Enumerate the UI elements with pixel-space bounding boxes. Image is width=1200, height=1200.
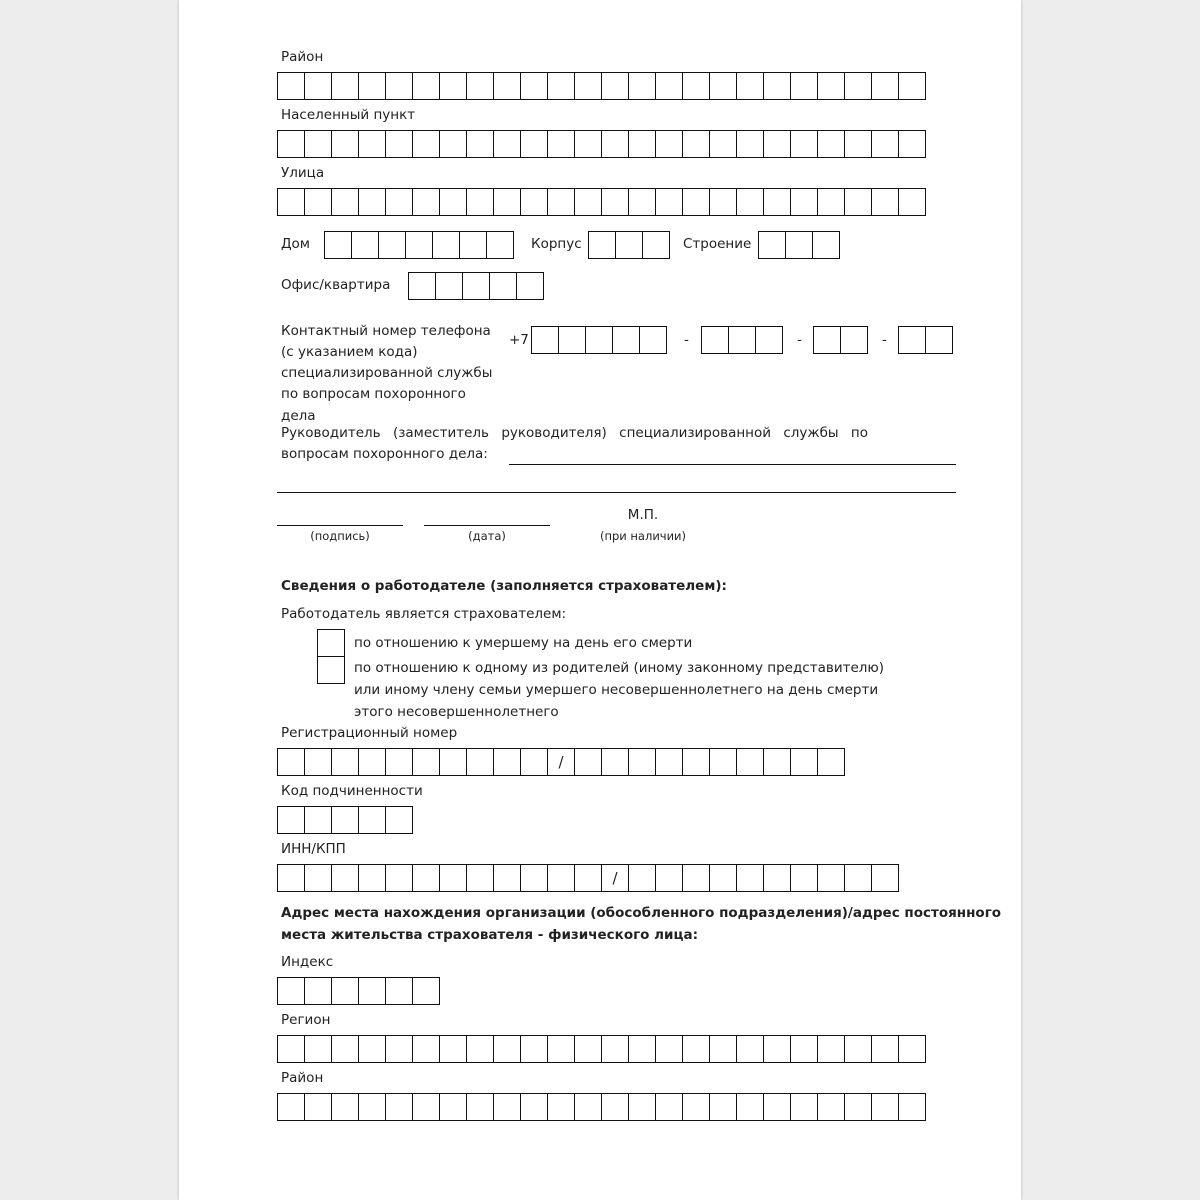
char-cell[interactable] — [655, 130, 683, 158]
phone-prefix: +7 — [509, 332, 529, 348]
char-cell[interactable] — [763, 72, 791, 100]
house-boxes[interactable] — [324, 231, 514, 259]
char-cell[interactable] — [516, 272, 544, 300]
char-cell[interactable] — [817, 188, 845, 216]
char-cell[interactable] — [493, 188, 521, 216]
char-cell[interactable] — [736, 188, 764, 216]
char-cell[interactable] — [601, 1093, 629, 1121]
char-cell[interactable] — [628, 130, 656, 158]
char-cell[interactable] — [601, 72, 629, 100]
head-label-line-2: вопросам похоронного дела: — [281, 446, 488, 462]
option1-label: по отношению к умершему на день его смерти — [354, 635, 693, 651]
char-cell[interactable] — [435, 272, 463, 300]
char-cell[interactable] — [277, 806, 305, 834]
subordination-label: Код подчиненности — [281, 783, 423, 799]
option2-label-line-3: этого несовершеннолетнего — [354, 704, 559, 720]
char-cell[interactable] — [601, 748, 629, 776]
char-cell[interactable] — [358, 748, 386, 776]
char-cell[interactable] — [898, 72, 926, 100]
char-cell[interactable] — [439, 864, 467, 892]
char-cell[interactable] — [812, 231, 840, 259]
char-cell[interactable] — [898, 1035, 926, 1063]
char-cell[interactable] — [462, 272, 490, 300]
char-cell[interactable] — [736, 1093, 764, 1121]
char-cell[interactable] — [840, 326, 868, 354]
char-cell[interactable] — [493, 864, 521, 892]
char-cell[interactable] — [655, 748, 683, 776]
char-cell[interactable] — [520, 188, 548, 216]
char-cell[interactable] — [763, 748, 791, 776]
char-cell[interactable] — [574, 1035, 602, 1063]
char-cell[interactable] — [466, 130, 494, 158]
char-cell[interactable] — [844, 130, 872, 158]
char-cell[interactable] — [790, 748, 818, 776]
reg-number-label: Регистрационный номер — [281, 725, 458, 741]
char-cell[interactable] — [763, 188, 791, 216]
char-cell[interactable] — [358, 977, 386, 1005]
char-cell[interactable] — [385, 1093, 413, 1121]
signature-caption: (подпись) — [310, 529, 370, 543]
char-cell[interactable] — [358, 864, 386, 892]
char-cell[interactable] — [304, 1093, 332, 1121]
char-cell[interactable] — [408, 272, 436, 300]
employer-option-boxes — [317, 629, 345, 684]
house-label: Дом — [281, 236, 310, 252]
district-label: Район — [281, 49, 324, 65]
char-cell[interactable] — [486, 231, 514, 259]
char-cell[interactable] — [277, 130, 305, 158]
street-label: Улица — [281, 165, 325, 181]
char-cell[interactable] — [763, 864, 791, 892]
char-cell[interactable] — [385, 748, 413, 776]
char-cell[interactable] — [844, 864, 872, 892]
char-cell[interactable] — [612, 326, 640, 354]
apartment-label: Офис/квартира — [281, 277, 391, 293]
char-cell[interactable] — [682, 748, 710, 776]
char-cell[interactable] — [736, 130, 764, 158]
char-cell[interactable] — [574, 1093, 602, 1121]
phone-label-line-5: дела — [281, 408, 316, 424]
phone-code-boxes[interactable] — [531, 326, 667, 354]
char-cell[interactable] — [558, 326, 586, 354]
char-cell[interactable] — [709, 1093, 737, 1121]
char-cell[interactable] — [898, 326, 926, 354]
char-cell[interactable] — [755, 326, 783, 354]
char-cell[interactable] — [412, 1093, 440, 1121]
inn-kpp-boxes[interactable] — [277, 864, 899, 892]
structure-label: Строение — [683, 236, 752, 252]
char-cell[interactable] — [547, 1035, 575, 1063]
char-cell[interactable] — [304, 864, 332, 892]
char-cell[interactable] — [466, 748, 494, 776]
char-cell[interactable] — [682, 72, 710, 100]
char-cell[interactable] — [574, 864, 602, 892]
char-cell[interactable] — [324, 231, 352, 259]
char-cell[interactable] — [520, 130, 548, 158]
char-cell[interactable] — [277, 188, 305, 216]
char-cell[interactable] — [871, 130, 899, 158]
char-cell[interactable] — [682, 1093, 710, 1121]
phone-part2-boxes[interactable] — [813, 326, 868, 354]
char-cell[interactable] — [601, 130, 629, 158]
char-cell[interactable] — [385, 72, 413, 100]
char-cell[interactable] — [304, 188, 332, 216]
char-cell[interactable] — [655, 72, 683, 100]
head-name-line[interactable] — [509, 464, 956, 465]
char-cell[interactable] — [304, 72, 332, 100]
char-cell[interactable] — [277, 864, 305, 892]
char-cell[interactable] — [871, 72, 899, 100]
char-cell[interactable] — [709, 1035, 737, 1063]
char-cell[interactable] — [785, 231, 813, 259]
char-cell[interactable] — [601, 1035, 629, 1063]
char-cell[interactable] — [385, 977, 413, 1005]
char-cell[interactable] — [547, 130, 575, 158]
char-cell[interactable] — [736, 1035, 764, 1063]
date-caption: (дата) — [468, 529, 506, 543]
char-cell[interactable] — [412, 188, 440, 216]
char-cell[interactable] — [520, 864, 548, 892]
char-cell[interactable] — [655, 864, 683, 892]
char-cell[interactable] — [813, 326, 841, 354]
char-cell[interactable] — [304, 130, 332, 158]
char-cell[interactable] — [277, 72, 305, 100]
char-cell[interactable] — [331, 72, 359, 100]
char-cell[interactable] — [682, 188, 710, 216]
char-cell[interactable] — [547, 188, 575, 216]
char-cell[interactable] — [412, 72, 440, 100]
char-cell[interactable] — [331, 1035, 359, 1063]
char-cell[interactable] — [844, 1093, 872, 1121]
char-cell[interactable] — [277, 1035, 305, 1063]
char-cell[interactable] — [728, 326, 756, 354]
char-cell[interactable] — [304, 977, 332, 1005]
char-cell[interactable] — [466, 188, 494, 216]
char-cell[interactable] — [385, 1035, 413, 1063]
char-cell[interactable] — [817, 864, 845, 892]
char-cell[interactable] — [925, 326, 953, 354]
char-cell[interactable] — [493, 1035, 521, 1063]
slash-cell: / — [601, 864, 629, 892]
char-cell[interactable] — [574, 748, 602, 776]
employer-section-title: Сведения о работодателе (заполняется страхователем): — [281, 578, 727, 594]
org-district-boxes[interactable] — [277, 1093, 926, 1121]
building-label: Корпус — [531, 236, 582, 252]
char-cell[interactable] — [574, 130, 602, 158]
char-cell[interactable] — [585, 326, 613, 354]
char-cell[interactable] — [763, 130, 791, 158]
org-address-title-line-2: места жительства страхователя - физического лица: — [281, 927, 698, 943]
char-cell[interactable] — [331, 806, 359, 834]
char-cell[interactable] — [520, 748, 548, 776]
char-cell[interactable] — [412, 748, 440, 776]
char-cell[interactable] — [574, 72, 602, 100]
char-cell[interactable] — [304, 806, 332, 834]
char-cell[interactable] — [709, 864, 737, 892]
char-cell[interactable] — [871, 1035, 899, 1063]
slash-cell: / — [547, 748, 575, 776]
char-cell[interactable] — [439, 72, 467, 100]
locality-label: Населенный пункт — [281, 107, 416, 123]
char-cell[interactable] — [628, 864, 656, 892]
district-boxes[interactable] — [277, 72, 926, 100]
char-cell[interactable] — [432, 231, 460, 259]
phone-label-line-1: Контактный номер телефона — [281, 323, 491, 339]
locality-boxes[interactable] — [277, 130, 926, 158]
char-cell[interactable] — [871, 864, 899, 892]
inn-kpp-label: ИНН/КПП — [281, 841, 346, 857]
char-cell[interactable] — [493, 130, 521, 158]
option2-checkbox[interactable] — [317, 656, 345, 684]
char-cell[interactable] — [331, 864, 359, 892]
region-boxes[interactable] — [277, 1035, 926, 1063]
structure-boxes[interactable] — [758, 231, 840, 259]
char-cell[interactable] — [817, 130, 845, 158]
char-cell[interactable] — [709, 130, 737, 158]
char-cell[interactable] — [639, 326, 667, 354]
index-label: Индекс — [281, 954, 334, 970]
char-cell[interactable] — [466, 864, 494, 892]
char-cell[interactable] — [898, 1093, 926, 1121]
char-cell[interactable] — [459, 231, 487, 259]
char-cell[interactable] — [790, 1035, 818, 1063]
char-cell[interactable] — [736, 748, 764, 776]
phone-label-line-2: (с указанием кода) — [281, 344, 418, 360]
char-cell[interactable] — [412, 864, 440, 892]
char-cell[interactable] — [489, 272, 517, 300]
phone-label-line-4: по вопросам похоронного — [281, 386, 466, 402]
char-cell[interactable] — [412, 1035, 440, 1063]
char-cell[interactable] — [642, 231, 670, 259]
char-cell[interactable] — [709, 188, 737, 216]
char-cell[interactable] — [628, 1093, 656, 1121]
head-name-line-2[interactable] — [277, 492, 956, 493]
char-cell[interactable] — [763, 1035, 791, 1063]
apartment-boxes[interactable] — [408, 272, 544, 300]
phone-label-line-3: специализированной службы — [281, 365, 493, 381]
char-cell[interactable] — [277, 748, 305, 776]
char-cell[interactable] — [439, 748, 467, 776]
char-cell[interactable] — [385, 864, 413, 892]
phone-separator-2: - — [797, 332, 802, 348]
char-cell[interactable] — [709, 748, 737, 776]
char-cell[interactable] — [817, 72, 845, 100]
char-cell[interactable] — [763, 1093, 791, 1121]
char-cell[interactable] — [682, 1035, 710, 1063]
char-cell[interactable] — [547, 72, 575, 100]
char-cell[interactable] — [331, 188, 359, 216]
char-cell[interactable] — [466, 72, 494, 100]
char-cell[interactable] — [493, 72, 521, 100]
head-label-line-1: Руководитель (заместитель руководителя) специализированной службы по — [281, 425, 868, 441]
char-cell[interactable] — [628, 188, 656, 216]
char-cell[interactable] — [439, 1035, 467, 1063]
char-cell[interactable] — [277, 1093, 305, 1121]
char-cell[interactable] — [466, 1093, 494, 1121]
char-cell[interactable] — [493, 1093, 521, 1121]
char-cell[interactable] — [682, 130, 710, 158]
char-cell[interactable] — [615, 231, 643, 259]
org-district-label: Район — [281, 1070, 324, 1086]
char-cell[interactable] — [547, 864, 575, 892]
char-cell[interactable] — [898, 130, 926, 158]
option2-label-line-2: или иному члену семьи умершего несовершеннолетнего на день смерти — [354, 682, 879, 698]
char-cell[interactable] — [358, 1035, 386, 1063]
char-cell[interactable] — [466, 1035, 494, 1063]
option1-checkbox[interactable] — [317, 629, 345, 657]
char-cell[interactable] — [358, 72, 386, 100]
char-cell[interactable] — [790, 1093, 818, 1121]
phone-part1-boxes[interactable] — [701, 326, 783, 354]
char-cell[interactable] — [439, 188, 467, 216]
char-cell[interactable] — [493, 748, 521, 776]
char-cell[interactable] — [628, 72, 656, 100]
stamp-caption: (при наличии) — [599, 529, 687, 543]
char-cell[interactable] — [682, 864, 710, 892]
char-cell[interactable] — [844, 1035, 872, 1063]
char-cell[interactable] — [709, 72, 737, 100]
char-cell[interactable] — [378, 231, 406, 259]
subordination-boxes[interactable] — [277, 806, 413, 834]
char-cell[interactable] — [531, 326, 559, 354]
char-cell[interactable] — [331, 1093, 359, 1121]
char-cell[interactable] — [790, 188, 818, 216]
char-cell[interactable] — [358, 1093, 386, 1121]
stamp-label: М.П. — [627, 507, 659, 523]
char-cell[interactable] — [601, 188, 629, 216]
region-label: Регион — [281, 1012, 331, 1028]
char-cell[interactable] — [358, 806, 386, 834]
char-cell[interactable] — [655, 1035, 683, 1063]
char-cell[interactable] — [520, 1093, 548, 1121]
char-cell[interactable] — [405, 231, 433, 259]
char-cell[interactable] — [588, 231, 616, 259]
char-cell[interactable] — [655, 1093, 683, 1121]
char-cell[interactable] — [758, 231, 786, 259]
phone-separator-1: - — [684, 332, 689, 348]
char-cell[interactable] — [412, 130, 440, 158]
char-cell[interactable] — [790, 130, 818, 158]
street-boxes[interactable] — [277, 188, 926, 216]
char-cell[interactable] — [331, 977, 359, 1005]
char-cell[interactable] — [547, 1093, 575, 1121]
char-cell[interactable] — [817, 748, 845, 776]
char-cell[interactable] — [574, 188, 602, 216]
char-cell[interactable] — [844, 72, 872, 100]
char-cell[interactable] — [520, 1035, 548, 1063]
char-cell[interactable] — [331, 130, 359, 158]
char-cell[interactable] — [628, 748, 656, 776]
char-cell[interactable] — [304, 748, 332, 776]
reg-number-boxes[interactable] — [277, 748, 845, 776]
char-cell[interactable] — [701, 326, 729, 354]
char-cell[interactable] — [439, 1093, 467, 1121]
char-cell[interactable] — [412, 977, 440, 1005]
char-cell[interactable] — [358, 188, 386, 216]
char-cell[interactable] — [898, 188, 926, 216]
char-cell[interactable] — [351, 231, 379, 259]
char-cell[interactable] — [358, 130, 386, 158]
char-cell[interactable] — [736, 864, 764, 892]
char-cell[interactable] — [817, 1035, 845, 1063]
index-boxes[interactable] — [277, 977, 440, 1005]
char-cell[interactable] — [304, 1035, 332, 1063]
phone-part3-boxes[interactable] — [898, 326, 953, 354]
org-address-title-line-1: Адрес места нахождения организации (обособленного подразделения)/адрес постоянного — [281, 905, 1002, 921]
char-cell[interactable] — [871, 1093, 899, 1121]
char-cell[interactable] — [520, 72, 548, 100]
char-cell[interactable] — [655, 188, 683, 216]
char-cell[interactable] — [385, 130, 413, 158]
phone-separator-3: - — [882, 332, 887, 348]
building-boxes[interactable] — [588, 231, 670, 259]
char-cell[interactable] — [790, 864, 818, 892]
char-cell[interactable] — [385, 806, 413, 834]
char-cell[interactable] — [871, 188, 899, 216]
employer-intro: Работодатель является страхователем: — [281, 606, 567, 622]
char-cell[interactable] — [628, 1035, 656, 1063]
char-cell[interactable] — [277, 977, 305, 1005]
char-cell[interactable] — [736, 72, 764, 100]
char-cell[interactable] — [385, 188, 413, 216]
option2-label-line-1: по отношению к одному из родителей (иному законному представителю) — [354, 660, 885, 676]
char-cell[interactable] — [790, 72, 818, 100]
char-cell[interactable] — [331, 748, 359, 776]
char-cell[interactable] — [817, 1093, 845, 1121]
char-cell[interactable] — [844, 188, 872, 216]
char-cell[interactable] — [439, 130, 467, 158]
